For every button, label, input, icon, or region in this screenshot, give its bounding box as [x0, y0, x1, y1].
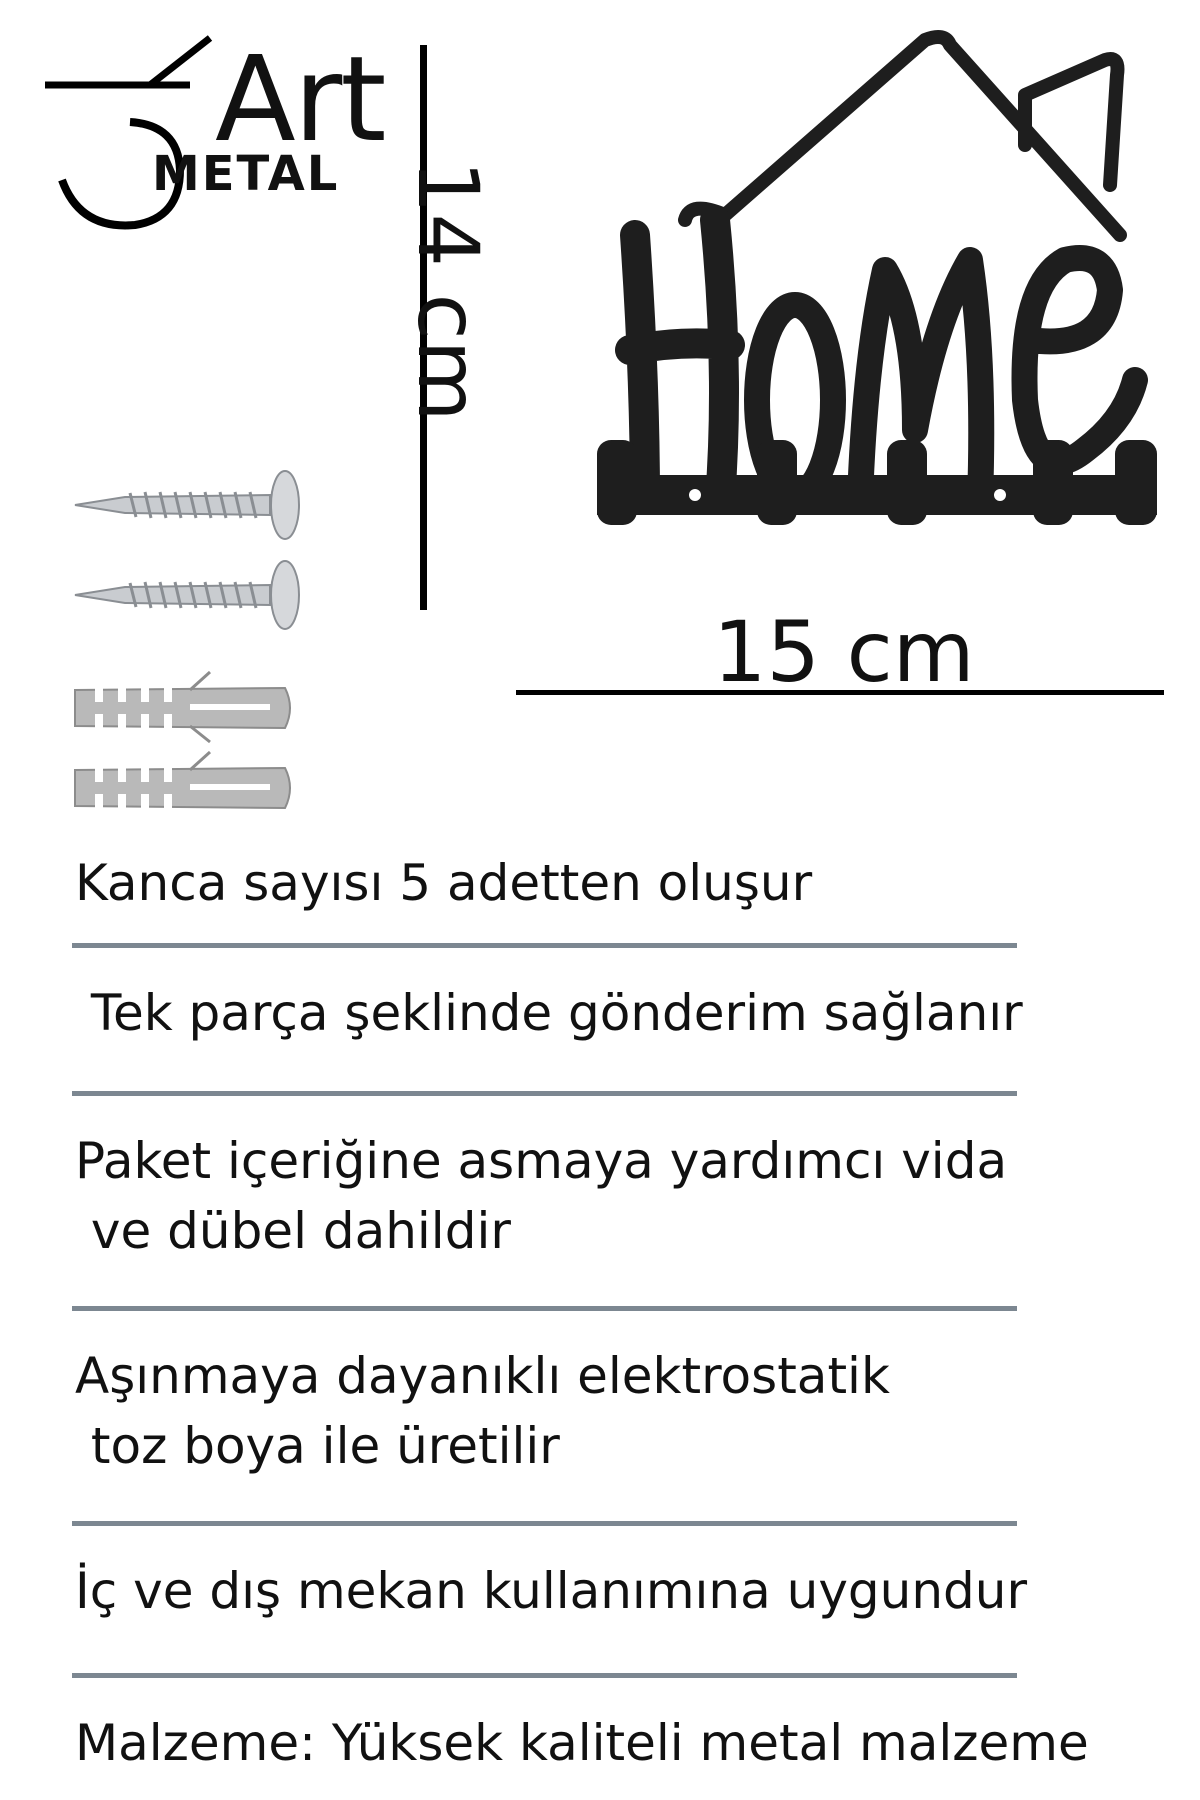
- screw-icon: [75, 561, 299, 629]
- width-label: 15 cm: [713, 603, 975, 701]
- feature-text: Kanca sayısı 5 adetten oluşur: [75, 854, 813, 912]
- chimney: [1025, 59, 1118, 185]
- feature-text: Malzeme: Yüksek kaliteli metal malzeme: [75, 1714, 1089, 1772]
- height-label: 14 cm: [399, 160, 497, 422]
- feature-text: İç ve dış mekan kullanımına uygundur: [75, 1562, 1028, 1620]
- logo-metal-text: METAL: [152, 146, 340, 202]
- feature-text: Tek parça şeklinde gönderim sağlanır: [75, 984, 1023, 1042]
- screws-and-dowels-image: [70, 455, 310, 825]
- feature-item: [75, 1526, 1028, 1673]
- feature-item: [75, 1311, 1025, 1521]
- logo-art-text: Art: [215, 30, 385, 168]
- feature-text: Aşınmaya dayanıklı elektrostatik toz boya ile üretilir: [75, 1347, 890, 1475]
- home-key-hanger-image: [585, 20, 1180, 580]
- feature-item: [75, 1096, 1025, 1306]
- feature-text: Paket içeriğine asmaya yardımcı vida ve dübel dahildir: [75, 1132, 1008, 1260]
- screw-icon: [75, 471, 299, 539]
- letter-h: [630, 220, 730, 500]
- feature-list: [75, 848, 1089, 1788]
- dowel-icon: [75, 752, 290, 808]
- dowel-icon: [75, 672, 290, 742]
- feature-item: [75, 848, 1025, 943]
- roof-outline: [685, 37, 1120, 235]
- letter-e: [1025, 258, 1136, 462]
- feature-item: [75, 948, 1025, 1091]
- feature-item: [75, 1678, 1089, 1788]
